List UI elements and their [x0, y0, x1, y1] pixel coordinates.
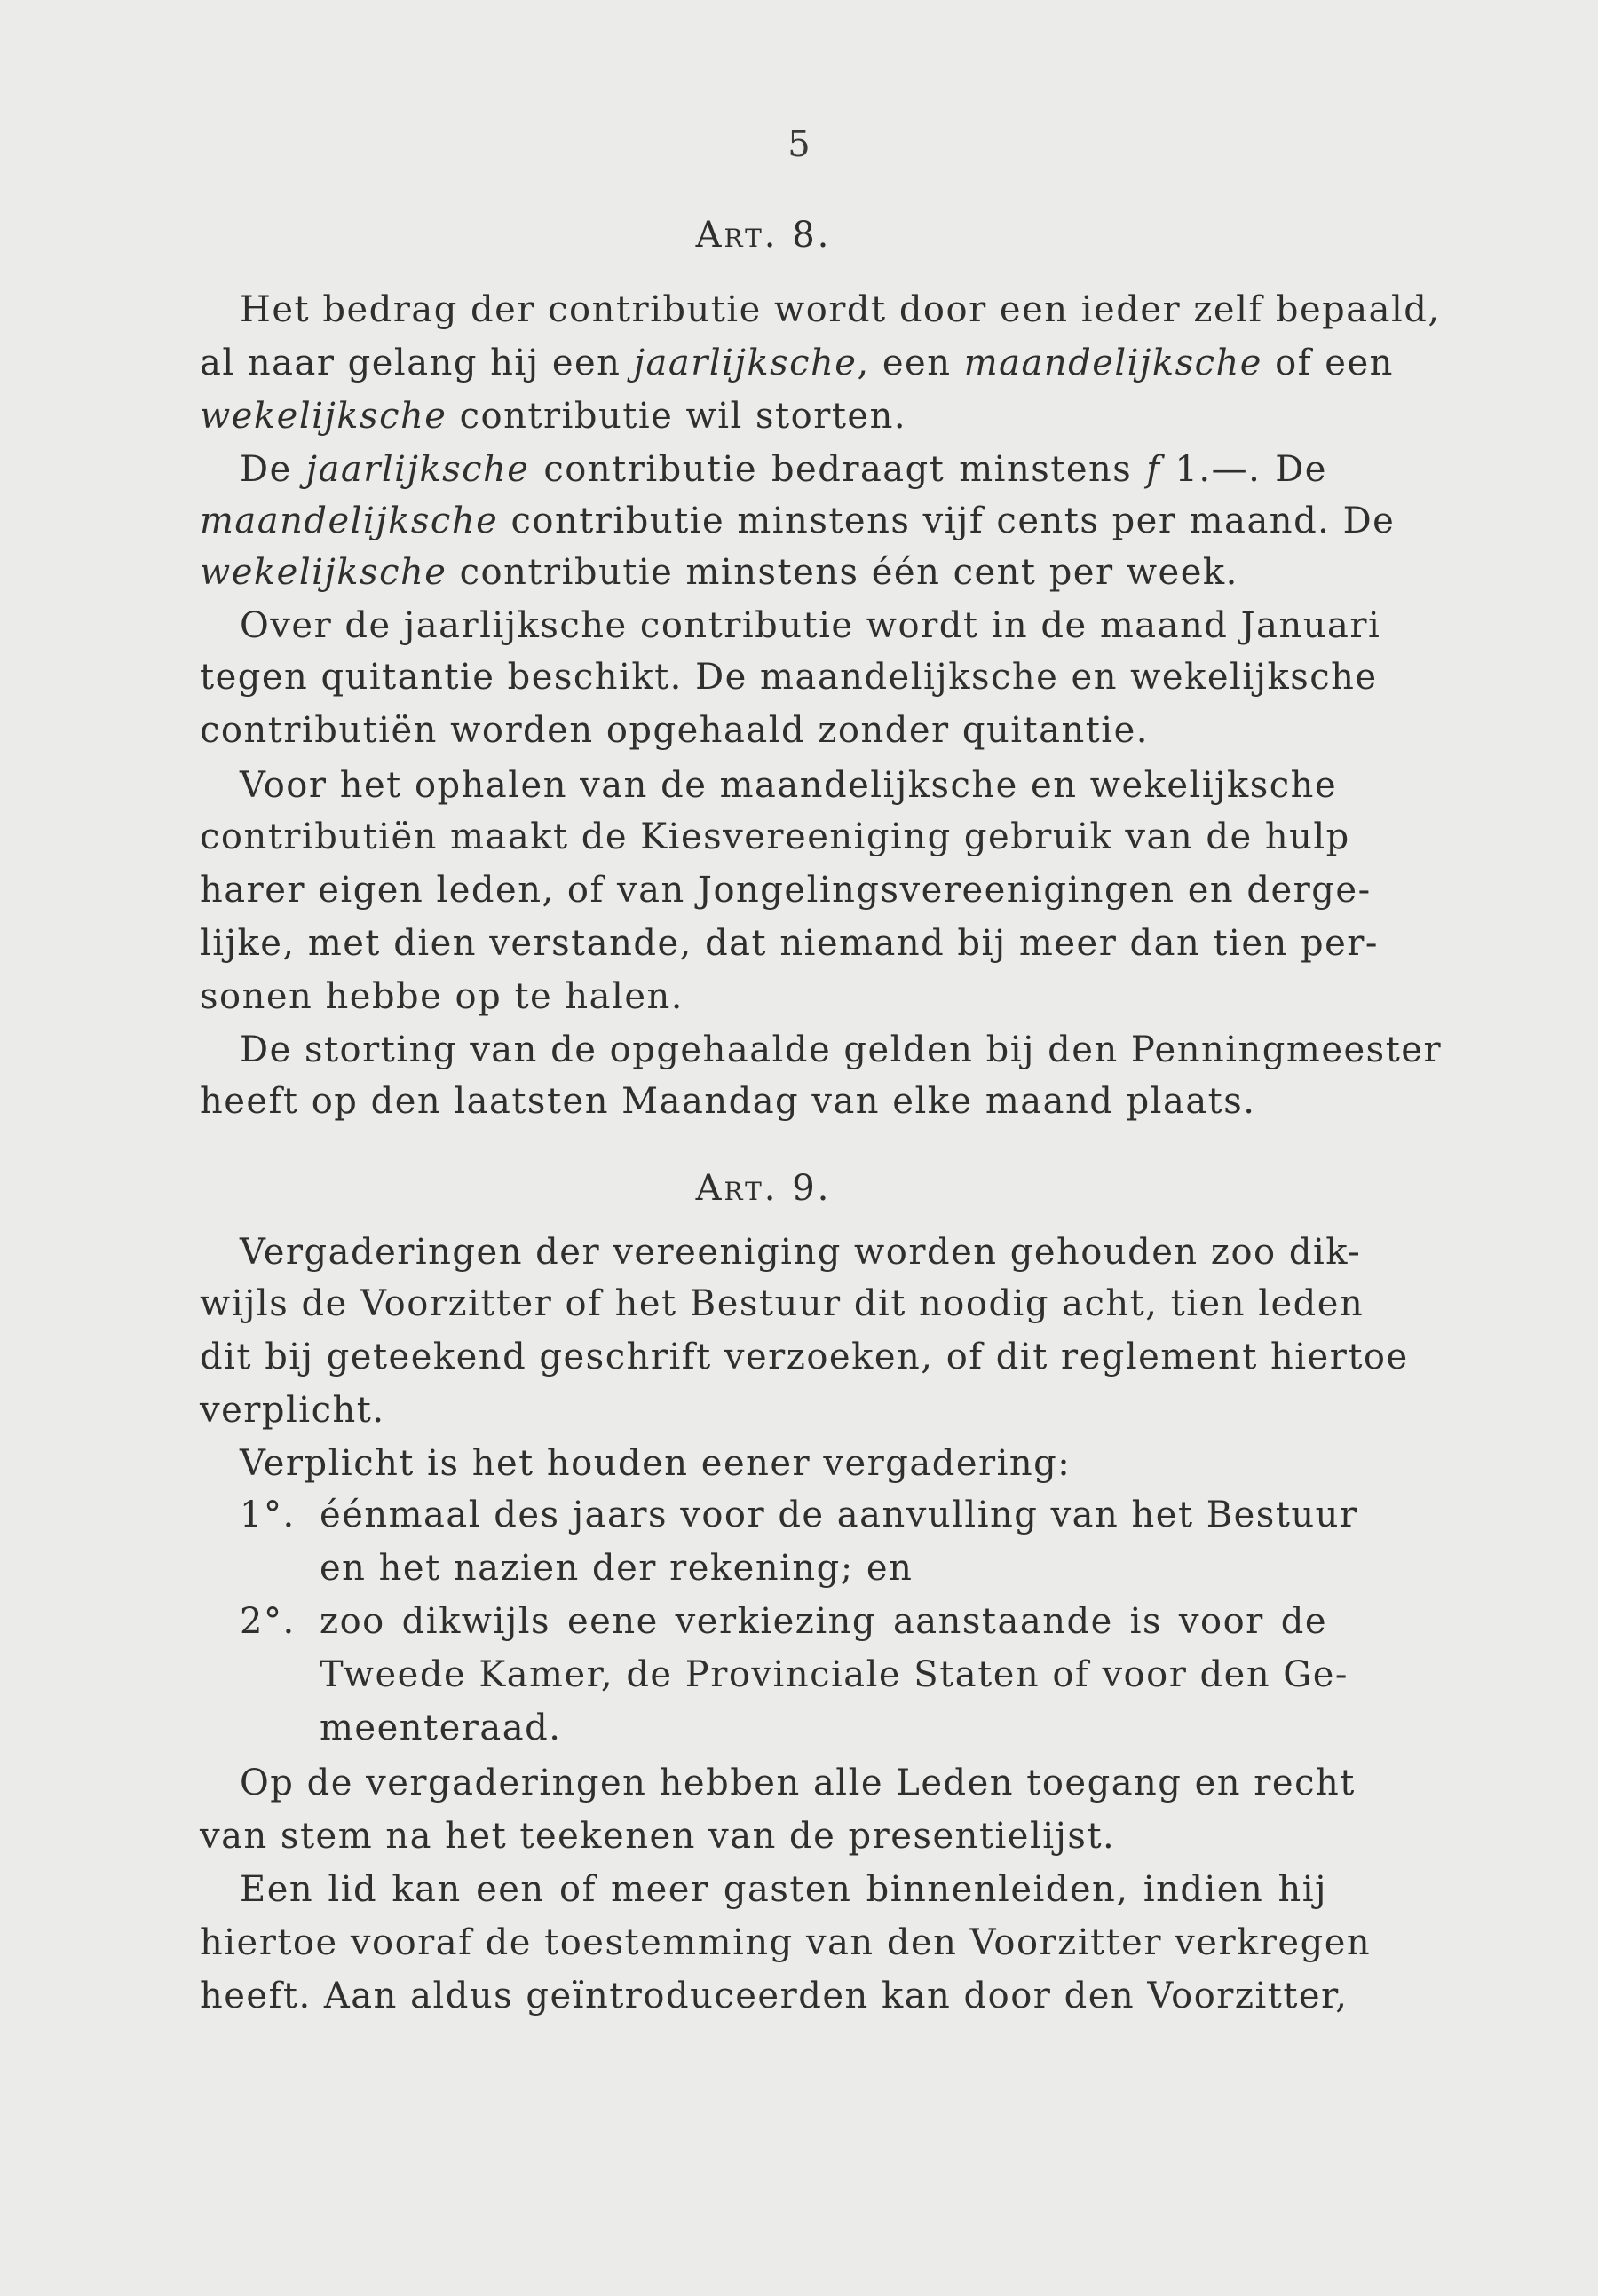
art9-line-4: verplicht. — [200, 1390, 385, 1431]
art9-line-7: van stem na het teekenen van de presentielijst. — [200, 1816, 1116, 1857]
page-number: 5 — [787, 124, 811, 165]
list-item-2-line-3: meenteraad. — [320, 1708, 562, 1748]
art8-line-12: harer eigen leden, of van Jongelingsvereenigingen en derge- — [200, 870, 1372, 911]
art9-line-8: Een lid kan een of meer gasten binnenleiden, indien hij — [240, 1869, 1327, 1910]
art9-line-10: heeft. Aan aldus geïntroduceerden kan door den Voorzitter, — [200, 1976, 1349, 2016]
art8-line-8: tegen quitantie beschikt. De maandelijksche en wekelijksche — [200, 657, 1378, 698]
art8-line-5: maandelijksche contributie minstens vijf cents per maand. De — [200, 501, 1396, 541]
list-item-1-line-1: éénmaal des jaars voor de aanvulling van het Bestuur — [320, 1495, 1358, 1535]
art8-line-3: wekelijksche contributie wil storten. — [200, 396, 907, 437]
list-item-2-line-2: Tweede Kamer, de Provinciale Staten of voor den Ge- — [320, 1654, 1349, 1695]
art9-line-1: Vergaderingen der vereeniging worden gehouden zoo dik- — [240, 1232, 1362, 1273]
list-item-2-line-1: zoo dikwijls eene verkiezing aanstaande is voor de — [320, 1601, 1327, 1642]
art8-line-15: De storting van de opgehaalde gelden bij den Penningmeester — [240, 1030, 1443, 1070]
art9-line-9: hiertoe vooraf de toestemming van den Voorzitter verkregen — [200, 1922, 1372, 1963]
art8-line-16: heeft op den laatsten Maandag van elke maand plaats. — [200, 1081, 1256, 1122]
list-item-1-number: 1°. — [240, 1495, 296, 1535]
art8-line-11: contributiën maakt de Kiesvereeniging gebruik van de hulp — [200, 817, 1350, 857]
article-8-heading: Art. 8. — [695, 215, 832, 256]
art8-line-10: Voor het ophalen van de maandelijksche en wekelijksche — [240, 765, 1338, 806]
art8-line-4: De jaarlijksche contributie bedraagt minstens f 1.—. De — [240, 449, 1327, 490]
art8-line-13: lijke, met dien verstande, dat niemand bij meer dan tien per- — [200, 923, 1379, 964]
art9-line-2: wijls de Voorzitter of het Bestuur dit noodig acht, tien leden — [200, 1283, 1365, 1324]
art8-line-6: wekelijksche contributie minstens één cent per week. — [200, 552, 1238, 593]
art8-line-7: Over de jaarlijksche contributie wordt in de maand Januari — [240, 605, 1381, 646]
art9-line-3: dit bij geteekend geschrift verzoeken, of dit reglement hiertoe — [200, 1337, 1409, 1377]
art8-line-2: al naar gelang hij een jaarlijksche, een maandelijksche of een — [200, 343, 1394, 383]
list-item-1-line-2: en het nazien der rekening; en — [320, 1548, 914, 1589]
art8-line-9: contributiën worden opgehaald zonder quitantie. — [200, 710, 1149, 751]
art9-line-6: Op de vergaderingen hebben alle Leden toegang en recht — [240, 1763, 1356, 1803]
article-9-heading: Art. 9. — [695, 1168, 832, 1209]
art8-line-1: Het bedrag der contributie wordt door een ieder zelf bepaald, — [240, 289, 1441, 330]
art9-line-5: Verplicht is het houden eener vergadering: — [240, 1443, 1072, 1484]
art8-line-14: sonen hebbe op te halen. — [200, 976, 684, 1017]
list-item-2-number: 2°. — [240, 1601, 296, 1642]
